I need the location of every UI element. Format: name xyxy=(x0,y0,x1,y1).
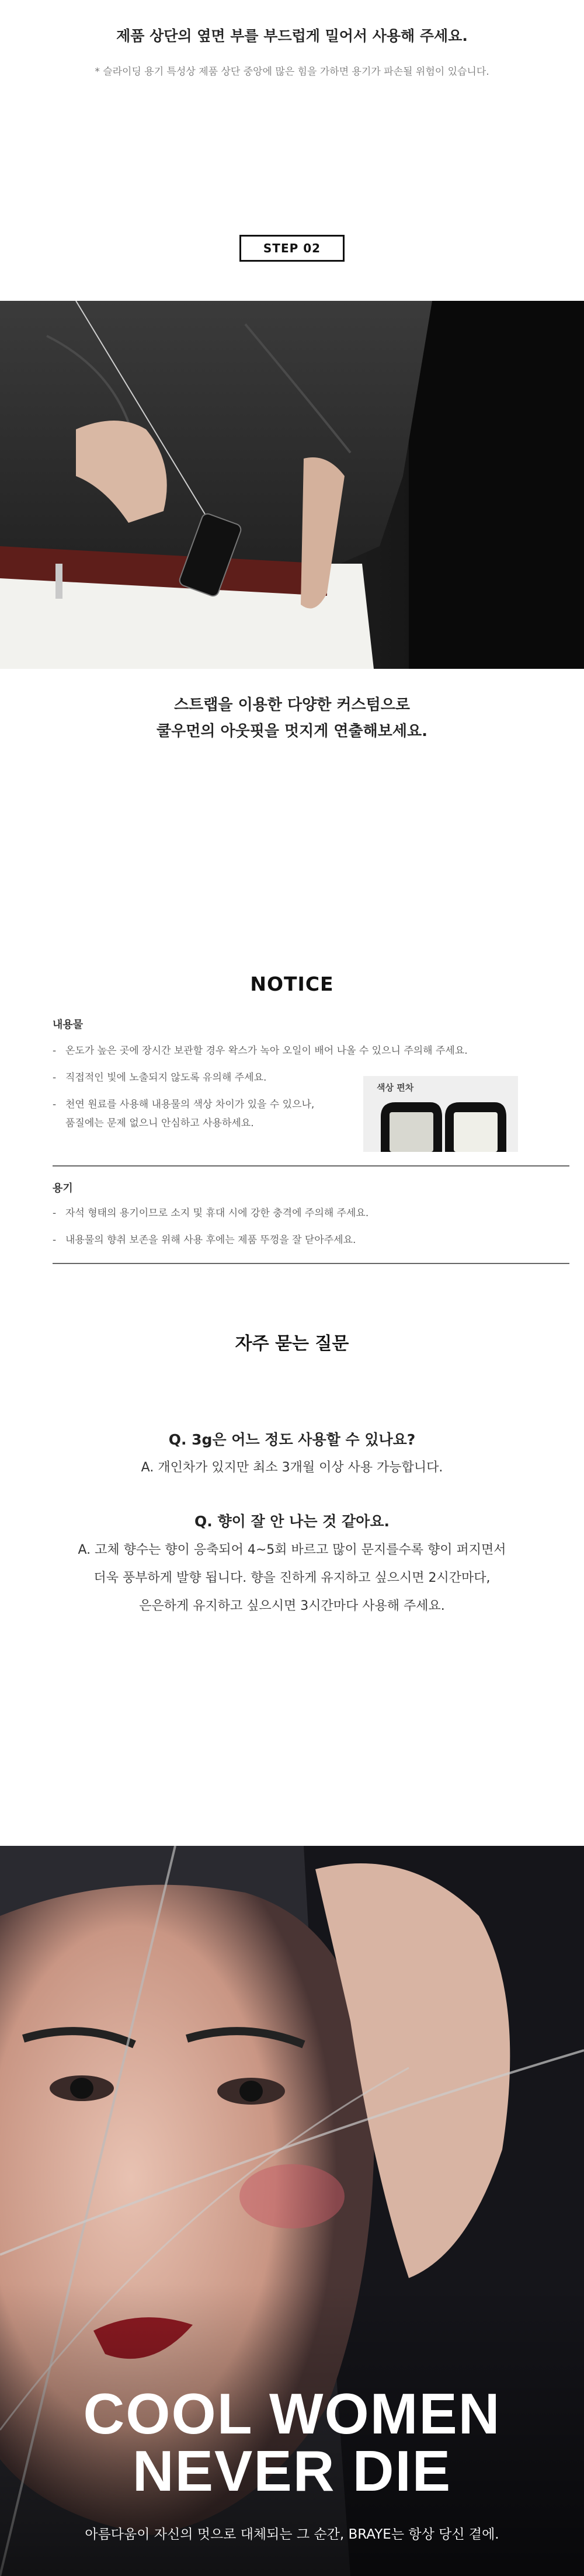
faq-answer-2-line-3: 은은하게 유지하고 싶으시면 3시간마다 사용해 주세요. xyxy=(139,1599,445,1613)
list-item-continued: 품질에는 문제 없으니 안심하고 사용하세요. xyxy=(65,1117,254,1129)
contents-label: 내용물 xyxy=(53,1019,84,1031)
strap-caption-line-2: 쿨우먼의 아웃핏을 멋지게 연출해보세요. xyxy=(156,723,427,740)
hero-subtitle: 아름다움이 자신의 멋으로 대체되는 그 순간, BRAYE는 항상 당신 곁에. xyxy=(85,2527,499,2542)
list-item: - 온도가 높은 곳에 장시간 보관할 경우 왁스가 녹아 오일이 배어 나올 수 있으니 주의해 주세요. xyxy=(53,1045,468,1057)
divider xyxy=(53,1263,569,1264)
swatch-label: 색상 편차 xyxy=(377,1082,414,1093)
strap-caption-line-1: 스트랩을 이용한 다양한 커스텀으로 xyxy=(174,696,410,714)
faq-answer-2-line-2: 더욱 풍부하게 발향 됩니다. 향을 진하게 유지하고 싶으시면 2시간마다, xyxy=(93,1571,491,1585)
usage-instruction-heading: 제품 상단의 옆면 부를 부드럽게 밀어서 사용해 주세요. xyxy=(116,27,468,44)
faq-question-1: Q. 3g은 어느 정도 사용할 수 있나요? xyxy=(168,1431,416,1448)
list-item: - 자석 형태의 용기이므로 소지 및 휴대 시에 강한 충격에 주의해 주세요. xyxy=(53,1207,369,1219)
step-badge: STEP 02 xyxy=(239,235,345,262)
list-item: - 내용물의 향취 보존을 위해 사용 후에는 제품 뚜껑을 잘 닫아주세요. xyxy=(53,1234,356,1246)
faq-answer-2-line-1: A. 고체 향수는 향이 응축되어 4~5회 바르고 많이 문지를수록 향이 퍼지면서 xyxy=(78,1543,506,1557)
hero-headline-line-1: COOL WOMEN xyxy=(83,2381,501,2446)
faq-answer-1: A. 개인차가 있지만 최소 3개월 이상 사용 가능합니다. xyxy=(141,1460,443,1475)
list-item: - 천연 원료를 사용해 내용물의 색상 차이가 있을 수 있으나, xyxy=(53,1099,315,1110)
hero-headline-line-2: NEVER DIE xyxy=(132,2439,452,2503)
usage-warning-note: * 슬라이딩 용기 특성상 제품 상단 중앙에 많은 힘을 가하면 용기가 파손될 위험이 있습니다. xyxy=(95,66,489,78)
faq-title: 자주 묻는 질문 xyxy=(235,1334,349,1354)
container-label: 용기 xyxy=(53,1182,73,1195)
list-item: - 직접적인 빛에 노출되지 않도록 유의해 주세요. xyxy=(53,1072,267,1084)
divider xyxy=(53,1165,569,1167)
strap-styling-photo xyxy=(0,301,584,669)
notice-title: NOTICE xyxy=(250,973,334,995)
faq-question-2: Q. 향이 잘 안 나는 것 같아요. xyxy=(194,1513,390,1530)
